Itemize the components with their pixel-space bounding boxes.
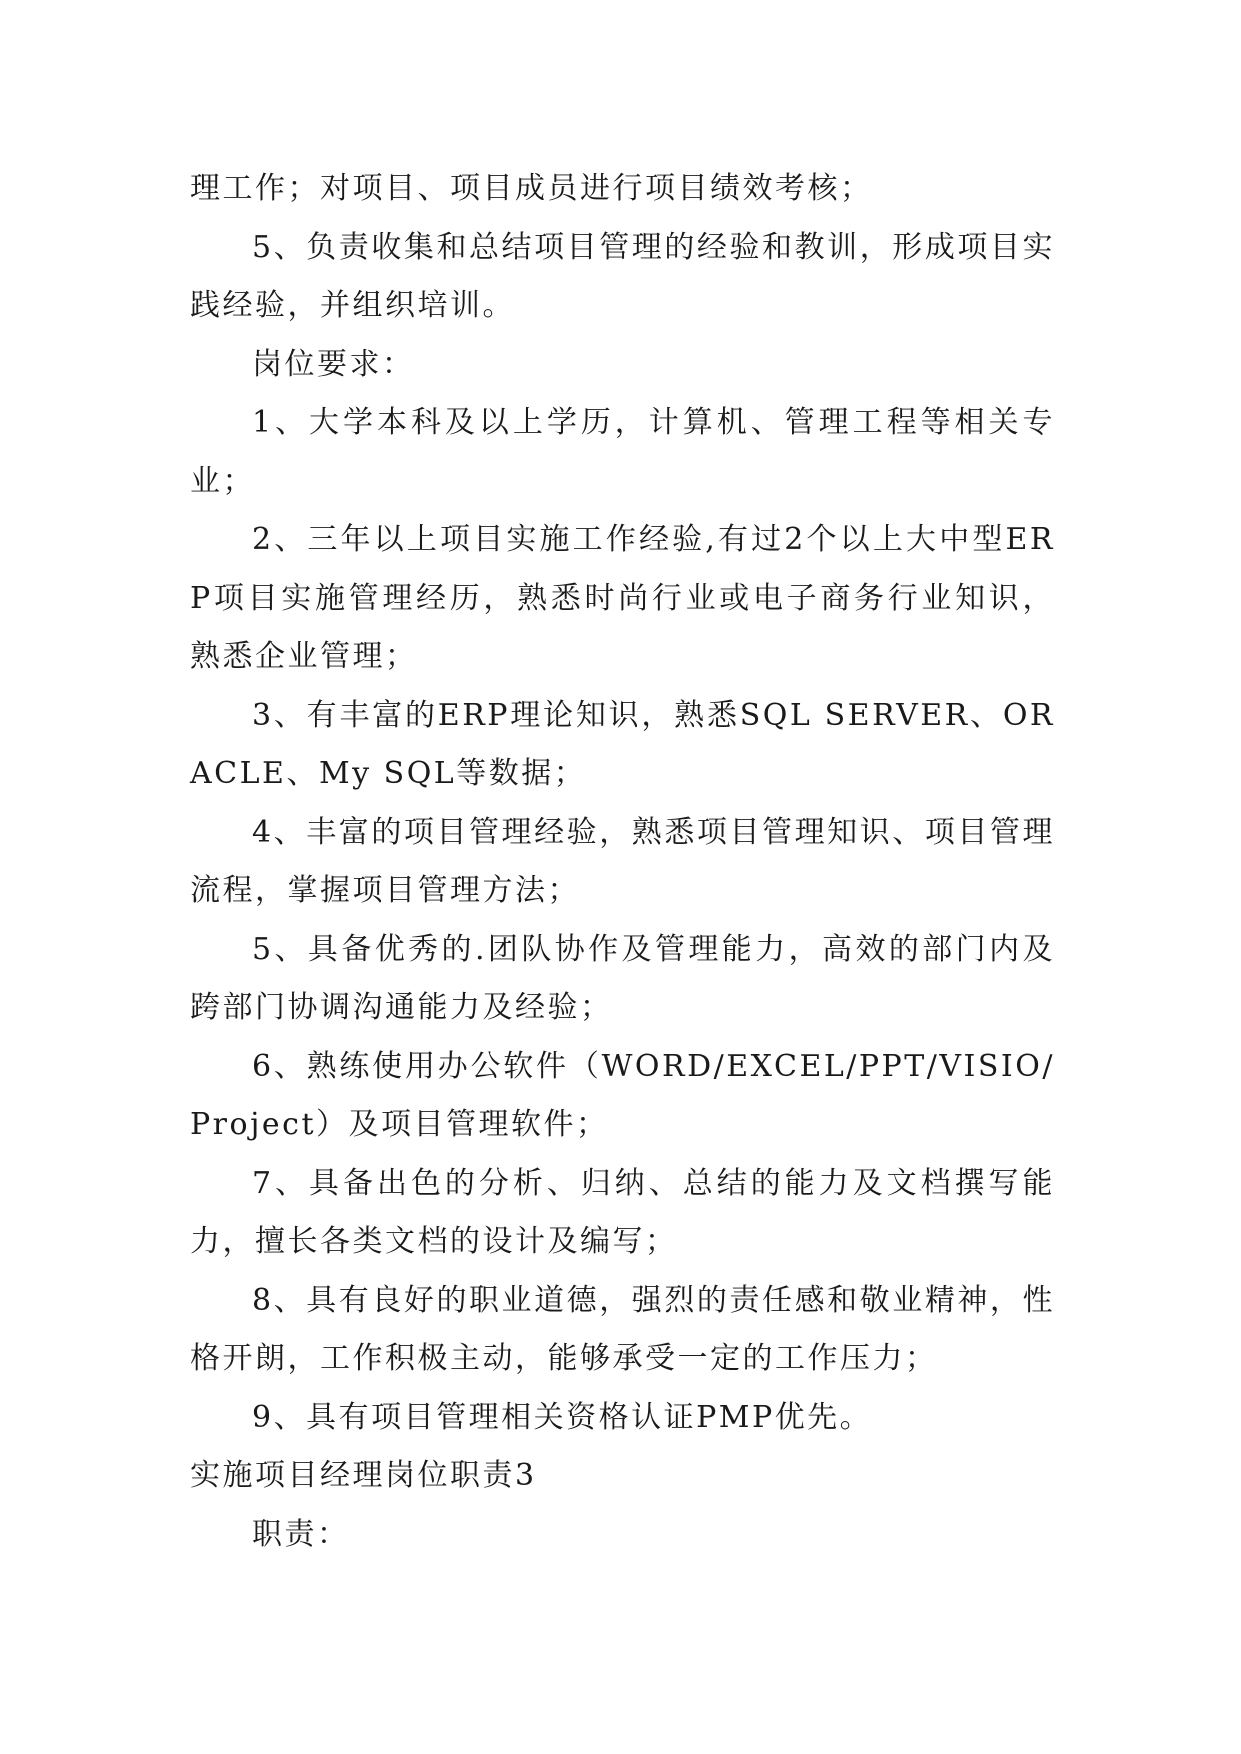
paragraph-duty-5: 5、负责收集和总结项目管理的经验和教训，形成项目实践经验，并组织培训。 <box>190 229 1055 323</box>
requirement-7: 7、具备出色的分析、归纳、总结的能力及文档撰写能力，擅长各类文档的设计及编写； <box>190 1165 1055 1259</box>
requirement-2: 2、三年以上项目实施工作经验,有过2个以上大中型ERP项目实施管理经历，熟悉时尚行业或电子商务行业知识，熟悉企业管理； <box>190 522 1055 674</box>
requirement-9: 9、具有项目管理相关资格认证PMP优先。 <box>252 1399 873 1435</box>
document-body <box>190 160 1055 1564</box>
section-heading: 实施项目经理岗位职责3 <box>190 1458 537 1493</box>
paragraph-continuation: 理工作；对项目、项目成员进行项目绩效考核； <box>190 171 873 206</box>
section-label-requirements: 岗位要求： <box>252 346 415 382</box>
section-label-duties: 职责： <box>252 1516 350 1552</box>
requirement-6: 6、熟练使用办公软件（WORD/EXCEL/PPT/VISIO/Project）及项目管理软件； <box>190 1048 1055 1142</box>
requirement-8: 8、具有良好的职业道德，强烈的责任感和敬业精神，性格开朗，工作积极主动，能够承受一定的工作压力； <box>190 1282 1055 1376</box>
requirement-1: 1、大学本科及以上学历，计算机、管理工程等相关专业； <box>190 405 1055 499</box>
requirement-3: 3、有丰富的ERP理论知识，熟悉SQL SERVER、ORACLE、My SQL等数据； <box>190 697 1055 791</box>
requirement-5: 5、具备优秀的.团队协作及管理能力，高效的部门内及跨部门协调沟通能力及经验； <box>190 931 1055 1025</box>
requirement-4: 4、丰富的项目管理经验，熟悉项目管理知识、项目管理流程，掌握项目管理方法； <box>190 814 1055 908</box>
